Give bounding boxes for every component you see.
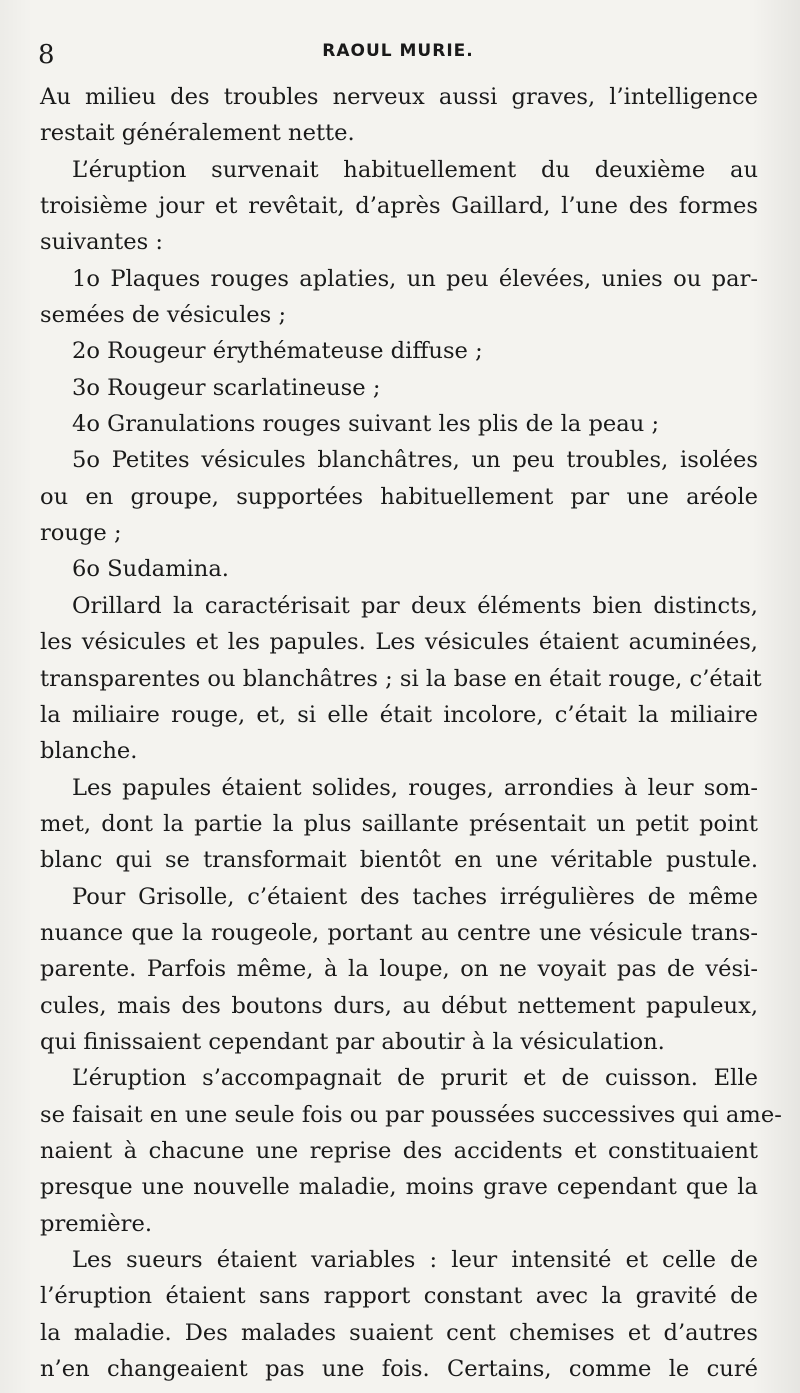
- text-line: L’éruption s’accompagnait de prurit et de cuisson. Elle: [72, 1065, 758, 1092]
- text-line: qui finissaient cependant par aboutir à la vésiculation.: [40, 1028, 665, 1055]
- text-line: ou en groupe, supportées habituellement par une aréole: [40, 483, 758, 510]
- text-line: se faisait en une seule fois ou par poussées successives qui ame-: [40, 1101, 782, 1128]
- text-line: première.: [40, 1210, 153, 1237]
- text-line: blanche.: [40, 738, 138, 765]
- running-head: RAOUL MURIE.: [322, 41, 474, 61]
- text-line: Pour Grisolle, c’étaient des taches irrégulières de même: [72, 883, 758, 910]
- list-item: 4o Granulations rouges suivant les plis de la peau ;: [72, 411, 660, 438]
- text-line: rouge ;: [40, 520, 122, 547]
- text-line: semées de vésicules ;: [40, 302, 287, 329]
- text-line: la miliaire rouge, et, si elle était incolore, c’était la miliaire: [40, 701, 758, 728]
- page-header: [38, 38, 758, 72]
- text-line: L’éruption survenait habituellement du deuxième au: [72, 156, 758, 183]
- text-line: nuance que la rougeole, portant au centre une vésicule trans-: [40, 919, 758, 946]
- text-line: naient à chacune une reprise des accidents et constituaient: [40, 1137, 758, 1164]
- list-item: 6o Sudamina.: [72, 556, 229, 583]
- text-line: n’en changeaient pas une fois. Certains, comme le curé: [40, 1356, 758, 1383]
- text-line: met, dont la partie la plus saillante présentait un petit point: [40, 810, 758, 837]
- text-line: presque une nouvelle maladie, moins grave cependant que la: [40, 1174, 758, 1201]
- text-line: transparentes ou blanchâtres ; si la base en était rouge, c’était: [40, 665, 762, 692]
- text-line: cules, mais des boutons durs, au début nettement papuleux,: [40, 992, 758, 1019]
- page-number: 8: [38, 40, 55, 70]
- list-item: 5o Petites vésicules blanchâtres, un peu troubles, isolées: [72, 447, 758, 474]
- text-line: l’éruption étaient sans rapport constant avec la gravité de: [40, 1283, 758, 1310]
- text-line: restait généralement nette.: [40, 120, 355, 147]
- text-line: Au milieu des troubles nerveux aussi graves, l’intelligence: [40, 84, 758, 110]
- text-line: Les papules étaient solides, rouges, arrondies à leur som-: [72, 774, 758, 801]
- text-line: Orillard la caractérisait par deux éléments bien distincts,: [72, 592, 758, 619]
- body-text: [40, 79, 782, 1387]
- text-line: troisième jour et revêtait, d’après Gaillard, l’une des formes: [40, 193, 758, 220]
- text-line: blanc qui se transformait bientôt en une véritable pustule.: [40, 847, 758, 874]
- text-line: les vésicules et les papules. Les vésicules étaient acuminées,: [40, 629, 758, 656]
- list-item: 3o Rougeur scarlatineuse ;: [72, 374, 381, 401]
- text-line: Les sueurs étaient variables : leur intensité et celle de: [72, 1247, 758, 1273]
- text-line: la maladie. Des malades suaient cent chemises et d’autres: [40, 1319, 758, 1346]
- list-item: 1o Plaques rouges aplaties, un peu élevées, unies ou par-: [72, 265, 758, 292]
- text-line: parente. Parfois même, à la loupe, on ne voyait pas de vési-: [40, 956, 758, 983]
- list-item: 2o Rougeur érythémateuse diffuse ;: [72, 338, 483, 365]
- text-line: suivantes :: [40, 229, 163, 256]
